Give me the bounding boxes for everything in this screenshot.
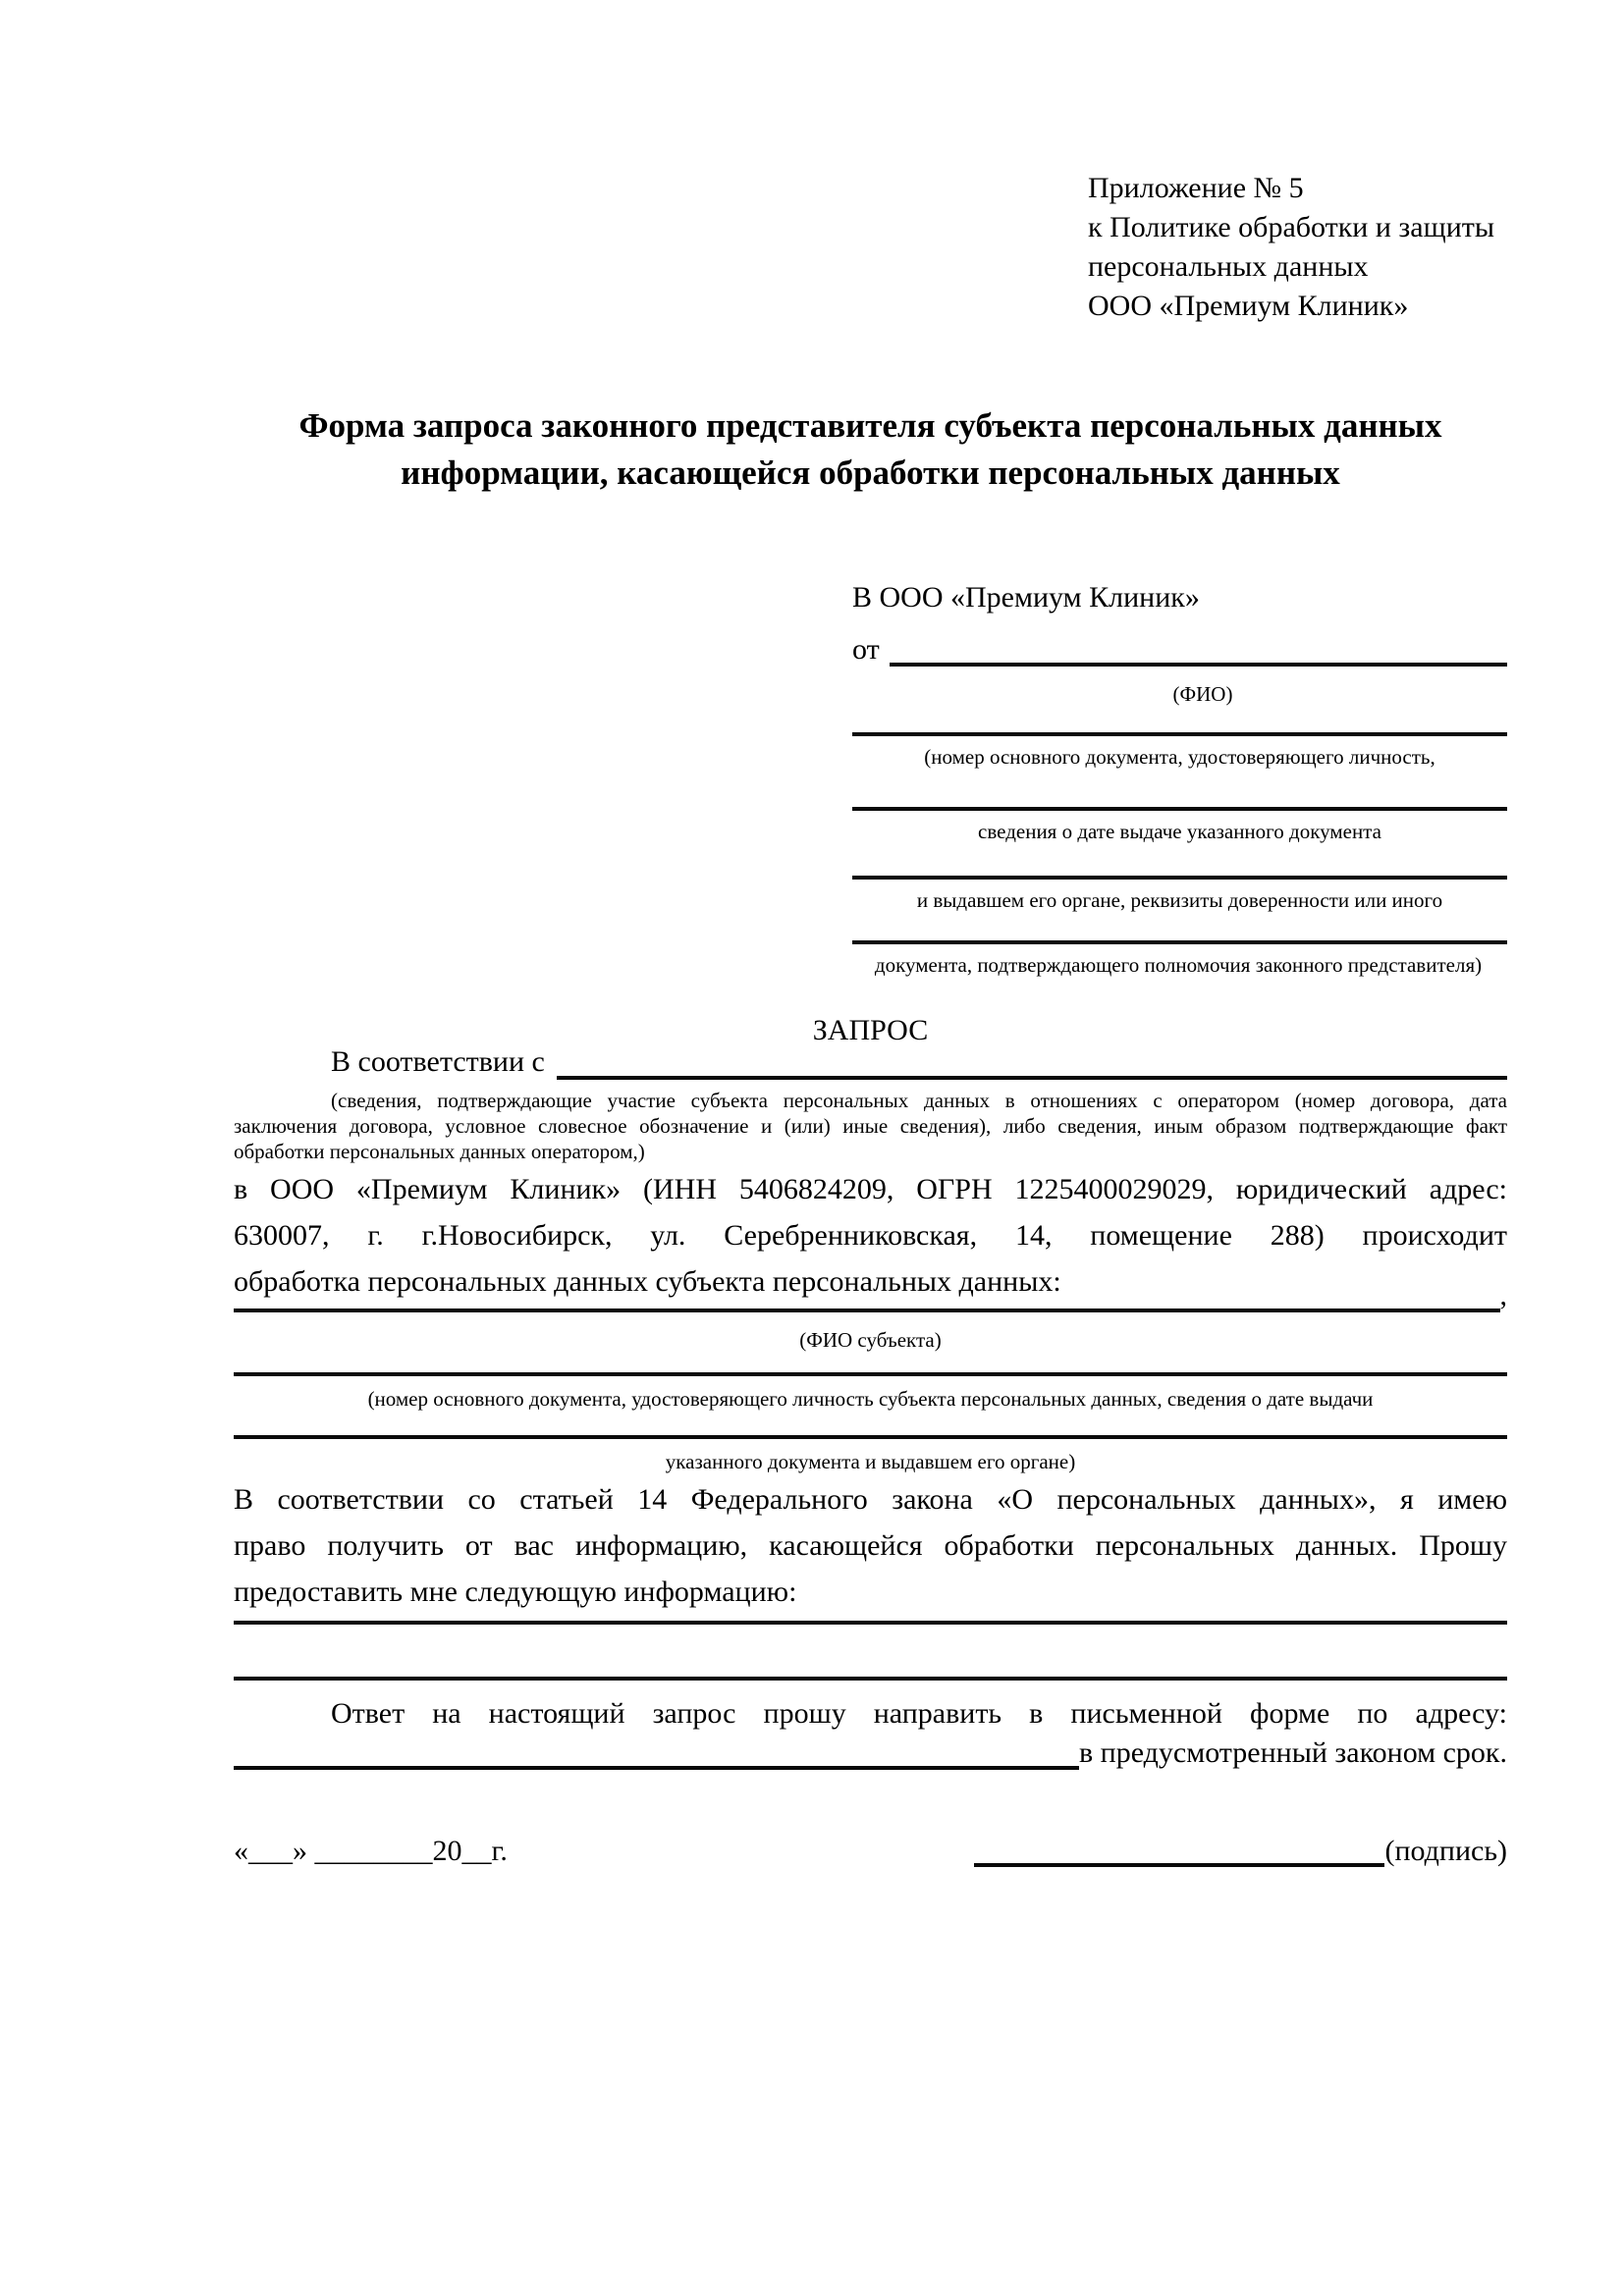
blank-line-caption: и выдавшем его органе, реквизиты доверенности или иного (916, 888, 1443, 912)
operator-paragraph-line: в ООО «Премиум Клиник» (ИНН 5406824209, ОГРН 1225400029029, юридический адрес: (234, 1173, 1507, 1205)
fio-subject-row (234, 1272, 1507, 1318)
blank-line-caption: указанного документа и выдавшем его органе) (665, 1450, 1076, 1473)
footer-row (234, 1828, 1507, 1874)
law-paragraph-line: предоставить мне следующую информацию: (234, 1575, 797, 1608)
blank-line (234, 1621, 1507, 1625)
answer-line: Ответ на настоящий запрос прошу направить в письменной форме по адресу: (331, 1697, 1507, 1730)
date-field: «___» ________20__г. (234, 1835, 508, 1867)
intro-blank-line (557, 1039, 1507, 1080)
blank-line (234, 1435, 1507, 1439)
blank-line (852, 807, 1507, 811)
intro-caption (234, 1088, 1507, 1164)
law-paragraph (234, 1476, 1507, 1615)
addressee-org: В ООО «Премиум Клиник» (852, 581, 1200, 614)
appendix-note (1088, 169, 1494, 326)
operator-paragraph-line: 630007, г. г.Новосибирск, ул. Серебренниковская, 14, помещение 288) происходит (234, 1219, 1507, 1252)
signature-blank-line (974, 1863, 1384, 1867)
signature-group (974, 1828, 1507, 1874)
intro-label: В соответствии с (331, 1045, 545, 1078)
blank-line-caption: (номер основного документа, удостоверяющего личность, (924, 745, 1435, 769)
blank-line (234, 1372, 1507, 1376)
title-line: информации, касающейся обработки персональных данных (401, 454, 1340, 492)
address-blank-line (234, 1766, 1079, 1770)
intro-row (234, 1039, 1507, 1085)
from-label: от (852, 633, 880, 666)
fio-blank-line (890, 626, 1507, 667)
answer-line-tail: в предусмотренный законом срок. (1079, 1736, 1507, 1769)
fio-subject-blank-line (234, 1308, 1500, 1312)
intro-caption-line: (сведения, подтверждающие участие субъекта персональных данных в отношениях с оператором (номер договора, дата (331, 1089, 1507, 1112)
blank-line (852, 876, 1507, 880)
signature-caption: (подпись) (1384, 1835, 1507, 1867)
answer-address-row (234, 1730, 1507, 1776)
blank-line-caption: сведения о дате выдаче указанного документа (978, 820, 1381, 843)
appendix-line: к Политике обработки и защиты (1088, 211, 1495, 243)
from-row (852, 626, 1507, 672)
blank-line (852, 940, 1507, 944)
request-heading: ЗАПРОС (812, 1014, 929, 1046)
blank-line-caption: (номер основного документа, удостоверяющего личность субъекта персональных данных, сведения о дате выдачи (367, 1387, 1374, 1411)
blank-line (234, 1677, 1507, 1681)
appendix-line: ООО «Премиум Клиник» (1088, 290, 1409, 322)
fio-subject-caption: (ФИО субъекта) (799, 1328, 942, 1352)
comma: , (1499, 1279, 1507, 1311)
law-paragraph-line: право получить от вас информацию, касающейся обработки персональных данных. Прошу (234, 1529, 1507, 1562)
intro-caption-line: обработки персональных данных оператором,) (234, 1140, 645, 1163)
law-paragraph-line: В соответствии со статьей 14 Федерального закона «О персональных данных», я имею (234, 1483, 1507, 1516)
operator-paragraph-line: обработка персональных данных субъекта персональных данных: (234, 1265, 1061, 1298)
appendix-line: персональных данных (1088, 250, 1369, 283)
document-title (234, 402, 1507, 497)
fio-caption: (ФИО) (1172, 682, 1233, 706)
blank-line (852, 732, 1507, 736)
title-line: Форма запроса законного представителя субъекта персональных данных (298, 406, 1442, 445)
appendix-line: Приложение № 5 (1088, 172, 1304, 204)
blank-line-caption: документа, подтверждающего полномочия законного представителя) (874, 953, 1483, 977)
intro-caption-line: заключения договора, условное словесное обозначение и (или) иные сведения), либо сведения, иным образом подтверждающие факт (234, 1114, 1507, 1138)
